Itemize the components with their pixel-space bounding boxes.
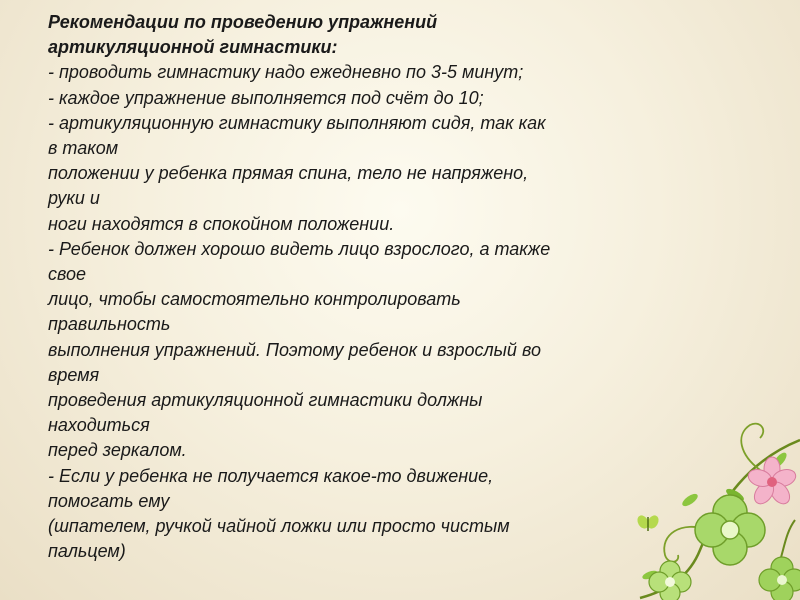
text-line: проведения артикуляционной гимнастики должны bbox=[48, 390, 483, 411]
text-line: перед зеркалом. bbox=[48, 440, 187, 461]
text-line: положении у ребенка прямая спина, тело не напряжено, bbox=[48, 163, 529, 184]
text-line: пальцем) bbox=[48, 541, 126, 562]
text-line: лицо, чтобы самостоятельно контролировать bbox=[48, 289, 461, 310]
recommendations-text bbox=[48, 10, 688, 564]
text-line: свое bbox=[48, 264, 87, 285]
text-line: - проводить гимнастику надо ежедневно по 3-5 минут; bbox=[48, 62, 524, 83]
text-line: - Ребенок должен хорошо видеть лицо взрослого, а также bbox=[48, 238, 551, 259]
text-line: - каждое упражнение выполняется под счёт до 10; bbox=[48, 87, 484, 108]
text-line: находиться bbox=[48, 415, 150, 436]
title-line-1: Рекомендации по проведению упражнений bbox=[48, 12, 438, 32]
text-line: выполнения упражнений. Поэтому ребенок и взрослый во bbox=[48, 339, 541, 360]
text-line: - артикуляционную гимнастику выполняют сидя, так как bbox=[48, 112, 546, 133]
text-line: в таком bbox=[48, 138, 119, 159]
title-line-2: артикуляционной гимнастики: bbox=[48, 37, 338, 58]
text-line: ноги находятся в спокойном положении. bbox=[48, 213, 395, 234]
text-line: (шпателем, ручкой чайной ложки или просто чистым bbox=[48, 516, 510, 537]
text-line: время bbox=[48, 364, 100, 385]
text-line: помогать ему bbox=[48, 490, 170, 511]
text-line: руки и bbox=[48, 188, 100, 209]
text-line: правильность bbox=[48, 314, 171, 335]
text-line: - Если у ребенка не получается какое-то движение, bbox=[48, 465, 494, 486]
